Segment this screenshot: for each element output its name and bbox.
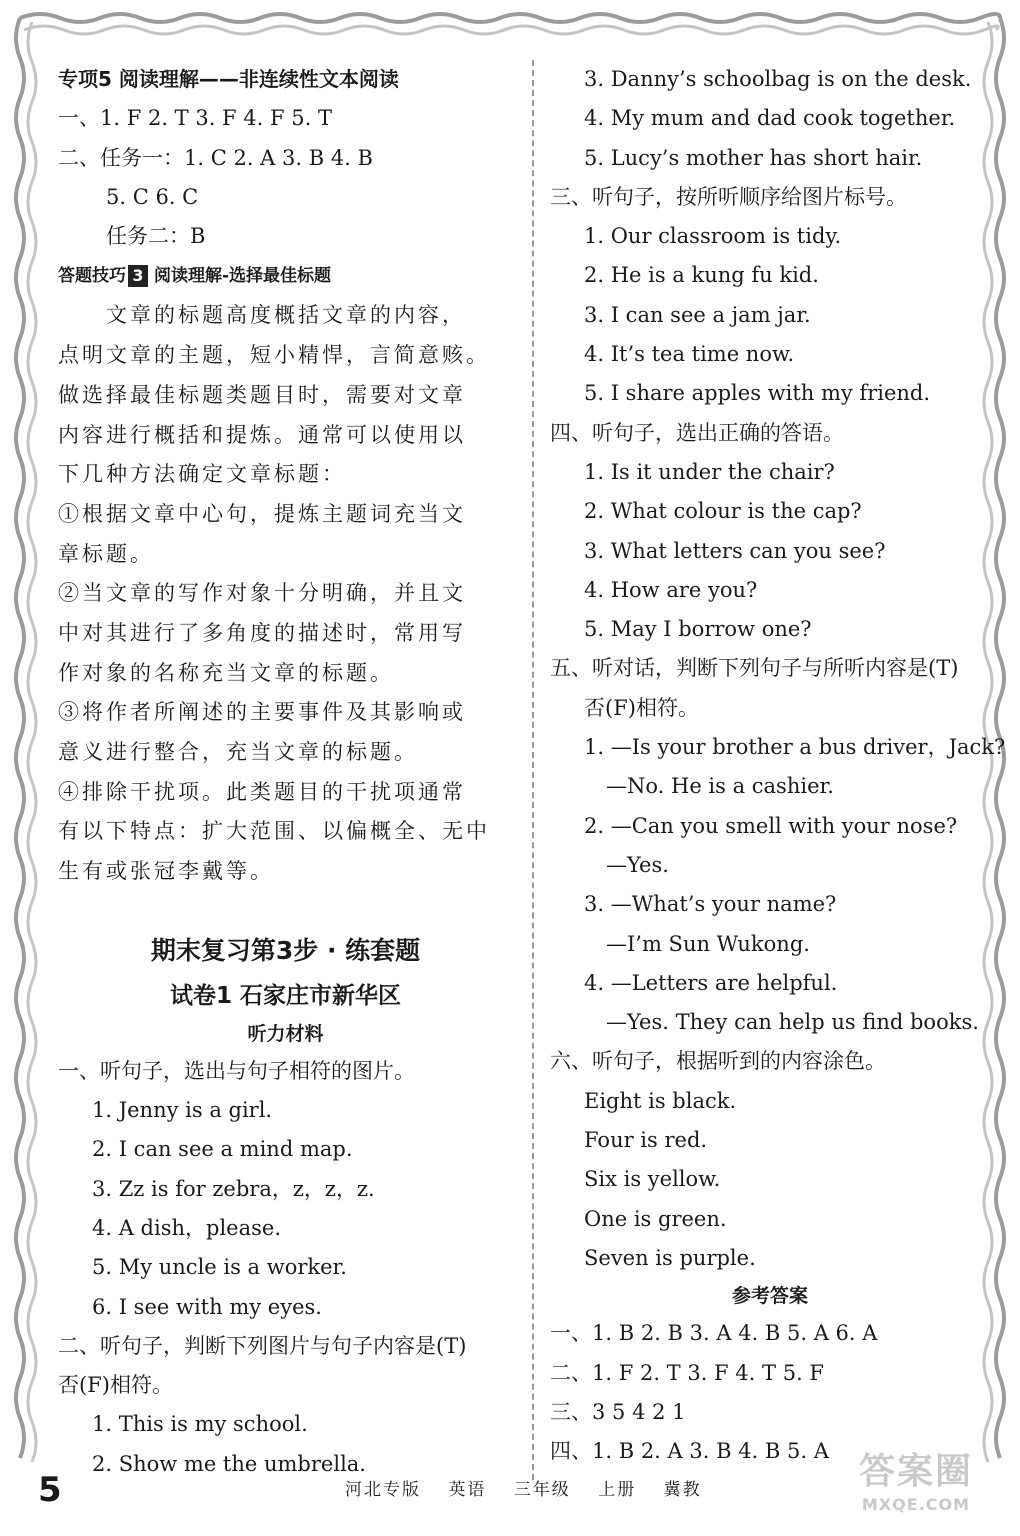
q5-dialogue-line: 4. —Letters are helpful. (584, 970, 838, 995)
q2-item: 3. Danny’s schoolbag is on the desk. (584, 67, 972, 91)
answers-title: 参考答案 (731, 1285, 808, 1308)
q2-item: 4. My mum and dad cook together. (584, 106, 956, 131)
q2-cont-list (550, 60, 990, 178)
q1-item: 1. Jenny is a girl. (92, 1098, 273, 1123)
tip-header (58, 256, 513, 296)
footer-grade: 三年级 (513, 1480, 571, 1500)
tip-line: 做选择最佳标题类题目时，需要对文章 (58, 382, 466, 407)
q3-item: 5. I share apples with my friend. (584, 381, 931, 406)
s1-answers: 一、1. F 2. T 3. F 4. F 5. T (58, 106, 332, 131)
q5-dialogue-line: —I’m Sun Wukong. (606, 931, 810, 956)
tip-line: 下几种方法确定文章标题： (58, 462, 346, 487)
q1-list (58, 1091, 513, 1327)
q5-dialogue-line: —Yes. They can help us find books. (606, 1010, 979, 1035)
tip-label: 答题技巧 (58, 266, 126, 287)
q3-list (550, 217, 990, 413)
tip-line: 有以下特点：扩大范围、以偏概全、无中 (58, 819, 490, 844)
left-column (58, 60, 513, 1484)
q6-item: Six is yellow. (584, 1167, 721, 1192)
s2-answers-line1: 二、任务一：1. C 2. A 3. B 4. B (58, 145, 373, 170)
s2-answers-line3: 任务二：B (106, 224, 206, 249)
q5-dialogue-line: —No. He is a cashier. (606, 774, 834, 799)
q4-item: 5. May I borrow one? (584, 617, 812, 642)
watermark-text: 答案圈 (858, 1451, 973, 1492)
q6-item: Eight is black. (584, 1088, 737, 1113)
tip-line: 文章的标题高度概括文章的内容， (58, 303, 466, 328)
q1-item: 3. Zz is for zebra，z，z，z. (92, 1176, 375, 1201)
page-number: 5 (38, 1470, 62, 1510)
q1-heading: 一、听句子，选出与句子相符的图片。 (58, 1058, 415, 1083)
q5-dialogue-line: 2. —Can you smell with your nose? (584, 813, 958, 838)
tip-body (58, 296, 513, 891)
footer-publisher: 冀教 (663, 1480, 702, 1500)
q1-item: 5. My uncle is a worker. (92, 1255, 347, 1280)
q5-heading-1: 五、听对话，判断下列句子与所听内容是(T) (550, 656, 959, 681)
q4-list (550, 453, 990, 649)
q6-item: One is green. (584, 1206, 727, 1231)
footer-info (345, 1474, 722, 1506)
footer-edition: 河北专版 (345, 1480, 421, 1500)
tip-line: 生有或张冠李戴等。 (58, 859, 274, 884)
tip-number-badge: 3 (128, 265, 148, 287)
q3-item: 2. He is a kung fu kid. (584, 263, 819, 288)
tip-line: 章标题。 (58, 541, 154, 566)
answer-row: 三、3 5 4 2 1 (550, 1399, 686, 1424)
tip-line: 意义进行整合，充当文章的标题。 (58, 740, 418, 765)
q1-item: 6. I see with my eyes. (92, 1294, 322, 1319)
tip-line: 作对象的名称充当文章的标题。 (58, 660, 394, 685)
q4-item: 1. Is it under the chair? (584, 459, 835, 484)
q2-item: 5. Lucy’s mother has short hair. (584, 145, 923, 170)
watermark-url: MXQE.COM (861, 1495, 971, 1514)
q2-heading-1: 二、听句子，判断下列图片与句子内容是(T) (58, 1333, 467, 1358)
q4-item: 3. What letters can you see? (584, 538, 886, 563)
answer-row: 一、1. B 2. B 3. A 4. B 5. A 6. A (550, 1321, 878, 1346)
exam-title: 期末复习第3步 · 练套题 (150, 935, 421, 965)
paper-title: 试卷1 石家庄市新华区 (169, 982, 401, 1009)
q4-item: 2. What colour is the cap? (584, 499, 862, 524)
section-title: 专项5 阅读理解——非连续性文本阅读 (58, 67, 399, 91)
q5-list (550, 728, 1006, 1042)
q3-item: 1. Our classroom is tidy. (584, 224, 842, 249)
q1-item: 4. A dish，please. (92, 1215, 281, 1240)
q1-item: 2. I can see a mind map. (92, 1137, 353, 1162)
q6-list (550, 1082, 990, 1278)
answer-row: 二、1. F 2. T 3. F 4. T 5. F (550, 1360, 824, 1385)
listening-title: 听力材料 (247, 1022, 324, 1045)
right-column (550, 60, 1006, 1471)
q2-item: 1. This is my school. (92, 1412, 308, 1437)
column-divider (532, 60, 534, 1480)
q3-heading: 三、听句子，按所听顺序给图片标号。 (550, 184, 907, 209)
q4-item: 4. How are you? (584, 577, 758, 602)
answer-row: 四、1. B 2. A 3. B 4. B 5. A (550, 1439, 829, 1464)
q5-dialogue-line: —Yes. (606, 852, 669, 877)
footer-subject: 英语 (448, 1480, 487, 1500)
q6-heading: 六、听句子，根据听到的内容涂色。 (550, 1049, 886, 1074)
q6-item: Seven is purple. (584, 1245, 756, 1270)
tip-line: 点明文章的主题，短小精悍，言简意赅。 (58, 343, 490, 368)
footer-term: 上册 (598, 1480, 637, 1500)
q4-heading: 四、听句子，选出正确的答语。 (550, 420, 844, 445)
answers-list (550, 1314, 990, 1471)
q3-item: 3. I can see a jam jar. (584, 302, 811, 327)
tip-line: ②当文章的写作对象十分明确，并且文 (58, 581, 466, 606)
tip-line: ④排除干扰项。此类题目的干扰项通常 (58, 779, 466, 804)
q5-dialogue-line: 3. —What’s your name? (584, 892, 837, 917)
q6-item: Four is red. (584, 1128, 708, 1153)
tip-line: ①根据文章中心句，提炼主题词充当文 (58, 501, 466, 526)
tip-title: 阅读理解-选择最佳标题 (154, 266, 332, 287)
s2-answers-line2: 5. C 6. C (106, 184, 199, 209)
q5-heading-2: 否(F)相符。 (584, 695, 699, 720)
watermark-logo (826, 1450, 1006, 1530)
tip-line: 内容进行概括和提炼。通常可以使用以 (58, 422, 466, 447)
tip-line: ③将作者所阐述的主要事件及其影响或 (58, 700, 466, 725)
q2-heading-2: 否(F)相符。 (58, 1373, 173, 1398)
tip-line: 中对其进行了多角度的描述时，常用写 (58, 620, 466, 645)
q5-dialogue-line: 1. —Is your brother a bus driver，Jack? (584, 735, 1006, 760)
q3-item: 4. It’s tea time now. (584, 342, 795, 367)
q2-item: 2. Show me the umbrella. (92, 1451, 366, 1476)
